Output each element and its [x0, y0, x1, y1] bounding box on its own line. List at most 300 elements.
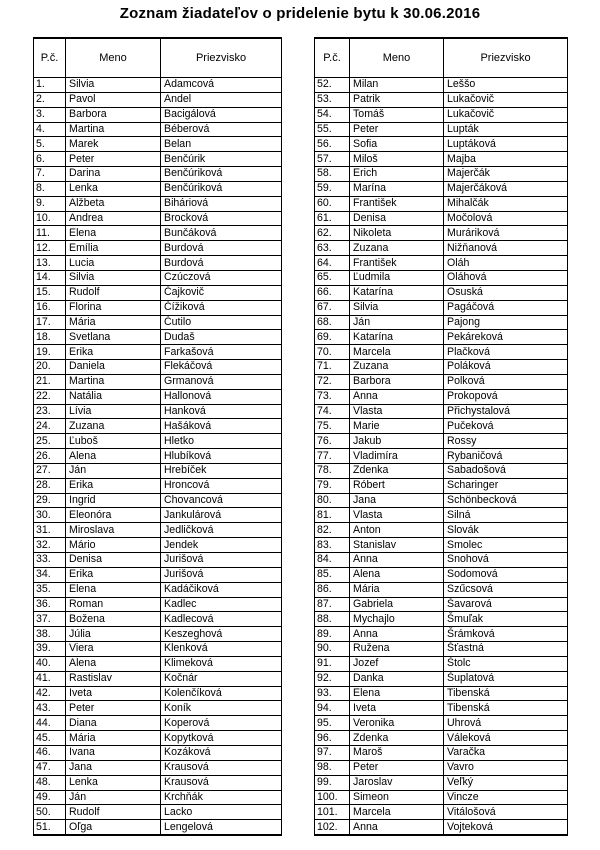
surname-cell: Močolová	[444, 211, 568, 226]
first-name-cell: Lenka	[66, 775, 161, 790]
table-row	[34, 374, 282, 389]
table-row	[315, 256, 568, 271]
surname-cell: Jurišová	[161, 553, 282, 568]
first-name-cell: Silvia	[350, 300, 444, 315]
table-row	[34, 360, 282, 375]
surname-cell: Varačka	[444, 745, 568, 760]
first-name-cell: Anna	[350, 627, 444, 642]
table-row	[34, 404, 282, 419]
surname-cell: Schönbecková	[444, 493, 568, 508]
surname-cell: Váleková	[444, 731, 568, 746]
first-name-cell: Mária	[66, 315, 161, 330]
surname-cell: Koník	[161, 701, 282, 716]
row-number: 4.	[34, 122, 66, 137]
first-name-cell: Simeon	[350, 790, 444, 805]
first-name-cell: Katarína	[350, 285, 444, 300]
row-number: 7.	[34, 167, 66, 182]
surname-cell: Keszeghová	[161, 627, 282, 642]
row-number: 68.	[315, 315, 350, 330]
first-name-cell: Alena	[66, 656, 161, 671]
first-name-cell: Erika	[66, 567, 161, 582]
surname-cell: Kadáčiková	[161, 582, 282, 597]
table-header-row	[34, 38, 282, 78]
table-row	[34, 478, 282, 493]
first-name-cell: Anna	[350, 553, 444, 568]
row-number: 51.	[34, 820, 66, 835]
first-name-cell: Vlasta	[350, 508, 444, 523]
row-number: 8.	[34, 181, 66, 196]
table-row	[315, 196, 568, 211]
first-name-cell: Darina	[66, 167, 161, 182]
table-row	[315, 493, 568, 508]
table-row	[34, 671, 282, 686]
row-number: 25.	[34, 434, 66, 449]
first-name-cell: Miloš	[350, 152, 444, 167]
table-row	[315, 181, 568, 196]
surname-cell: Šavarová	[444, 597, 568, 612]
row-number: 23.	[34, 404, 66, 419]
first-name-cell: Mário	[66, 538, 161, 553]
first-name-cell: Martina	[66, 374, 161, 389]
first-name-cell: Nikoleta	[350, 226, 444, 241]
table-row	[315, 627, 568, 642]
first-name-cell: Erika	[66, 478, 161, 493]
first-name-cell: František	[350, 196, 444, 211]
first-name-cell: Elena	[350, 686, 444, 701]
row-number: 85.	[315, 567, 350, 582]
first-name-cell: Sofia	[350, 137, 444, 152]
first-name-cell: Martina	[66, 122, 161, 137]
first-name-cell: Zuzana	[350, 241, 444, 256]
row-number: 40.	[34, 656, 66, 671]
surname-cell: Čajkovič	[161, 285, 282, 300]
table-row	[34, 434, 282, 449]
surname-cell: Krausová	[161, 775, 282, 790]
row-number: 21.	[34, 374, 66, 389]
table-row	[315, 270, 568, 285]
surname-cell: Hanková	[161, 404, 282, 419]
row-number: 6.	[34, 152, 66, 167]
table-row	[34, 92, 282, 107]
surname-cell: Béberová	[161, 122, 282, 137]
row-number: 53.	[315, 92, 350, 107]
surname-cell: Veľký	[444, 775, 568, 790]
table-row	[34, 790, 282, 805]
row-number: 42.	[34, 686, 66, 701]
row-number: 64.	[315, 256, 350, 271]
first-name-cell: Marcela	[350, 345, 444, 360]
surname-cell: Nižňanová	[444, 241, 568, 256]
surname-cell: Silná	[444, 508, 568, 523]
table-row	[315, 300, 568, 315]
surname-cell: Mihalčák	[444, 196, 568, 211]
surname-cell: Dudaš	[161, 330, 282, 345]
row-number: 17.	[34, 315, 66, 330]
first-name-cell: Tomáš	[350, 107, 444, 122]
row-number: 93.	[315, 686, 350, 701]
first-name-cell: Peter	[66, 701, 161, 716]
first-name-cell: Jana	[350, 493, 444, 508]
surname-cell: Hlubíková	[161, 449, 282, 464]
surname-cell: Plačková	[444, 345, 568, 360]
surname-cell: Oláhová	[444, 270, 568, 285]
surname-cell: Polková	[444, 374, 568, 389]
surname-cell: Chovancová	[161, 493, 282, 508]
first-name-cell: Alžbeta	[66, 196, 161, 211]
first-name-cell: Vladimíra	[350, 449, 444, 464]
table-row	[315, 167, 568, 182]
surname-cell: Scharinger	[444, 478, 568, 493]
row-number: 100.	[315, 790, 350, 805]
table-row	[315, 137, 568, 152]
table-row	[34, 300, 282, 315]
row-number: 96.	[315, 731, 350, 746]
surname-cell: Grmanová	[161, 374, 282, 389]
first-name-cell: Lívia	[66, 404, 161, 419]
row-number: 90.	[315, 642, 350, 657]
surname-cell: Biháriová	[161, 196, 282, 211]
row-number: 54.	[315, 107, 350, 122]
first-name-cell: Marína	[350, 181, 444, 196]
table-row	[34, 330, 282, 345]
row-number: 59.	[315, 181, 350, 196]
row-number: 62.	[315, 226, 350, 241]
surname-cell: Lukačovič	[444, 107, 568, 122]
surname-cell: Burdová	[161, 241, 282, 256]
table-row	[34, 419, 282, 434]
row-number: 16.	[34, 300, 66, 315]
row-number: 41.	[34, 671, 66, 686]
row-number: 48.	[34, 775, 66, 790]
first-name-cell: Jakub	[350, 434, 444, 449]
first-name-cell: Emília	[66, 241, 161, 256]
first-name-cell: Diana	[66, 716, 161, 731]
surname-cell: Hroncová	[161, 478, 282, 493]
table-row	[315, 671, 568, 686]
surname-cell: Adamcová	[161, 78, 282, 93]
row-number: 3.	[34, 107, 66, 122]
table-row	[34, 582, 282, 597]
row-number: 44.	[34, 716, 66, 731]
first-name-cell: Erika	[66, 345, 161, 360]
row-number: 56.	[315, 137, 350, 152]
first-name-cell: Iveta	[66, 686, 161, 701]
row-number: 82.	[315, 523, 350, 538]
first-name-cell: Marie	[350, 419, 444, 434]
first-name-cell: Ján	[350, 315, 444, 330]
surname-cell: Szűcsová	[444, 582, 568, 597]
table-row	[315, 285, 568, 300]
first-name-cell: Danka	[350, 671, 444, 686]
surname-cell: Osuská	[444, 285, 568, 300]
surname-cell: Kočnár	[161, 671, 282, 686]
first-name-cell: Ivana	[66, 745, 161, 760]
table-row	[315, 775, 568, 790]
row-number: 92.	[315, 671, 350, 686]
row-number: 32.	[34, 538, 66, 553]
surname-cell: Šmuľak	[444, 612, 568, 627]
row-number: 75.	[315, 419, 350, 434]
row-number: 49.	[34, 790, 66, 805]
header-first-name: Meno	[350, 38, 444, 78]
surname-cell: Snohová	[444, 553, 568, 568]
table-row	[34, 760, 282, 775]
first-name-cell: Alena	[350, 567, 444, 582]
first-name-cell: Ružena	[350, 642, 444, 657]
row-number: 70.	[315, 345, 350, 360]
surname-cell: Jankulárová	[161, 508, 282, 523]
table-row	[315, 374, 568, 389]
table-row	[315, 597, 568, 612]
surname-cell: Pučeková	[444, 419, 568, 434]
surname-cell: Kozáková	[161, 745, 282, 760]
surname-cell: Kolenčíková	[161, 686, 282, 701]
document-title: Zoznam žiadateľov o pridelenie bytu k 30.06.2016	[119, 5, 481, 22]
table-row	[34, 137, 282, 152]
table-row	[315, 226, 568, 241]
first-name-cell: Zuzana	[350, 360, 444, 375]
first-name-cell: Oľga	[66, 820, 161, 835]
first-name-cell: Elena	[66, 226, 161, 241]
table-row	[34, 553, 282, 568]
applicants-table-left	[33, 37, 282, 836]
table-row	[34, 701, 282, 716]
row-number: 83.	[315, 538, 350, 553]
table-row	[34, 315, 282, 330]
first-name-cell: Anna	[350, 820, 444, 835]
row-number: 60.	[315, 196, 350, 211]
row-number: 43.	[34, 701, 66, 716]
table-row	[34, 642, 282, 657]
table-row	[315, 805, 568, 820]
table-row	[315, 508, 568, 523]
row-number: 1.	[34, 78, 66, 93]
row-number: 52.	[315, 78, 350, 93]
first-name-cell: Jana	[66, 760, 161, 775]
surname-cell: Benčúriková	[161, 181, 282, 196]
surname-cell: Oláh	[444, 256, 568, 271]
surname-cell: Kadlec	[161, 597, 282, 612]
row-number: 20.	[34, 360, 66, 375]
table-row	[315, 122, 568, 137]
first-name-cell: Zuzana	[66, 419, 161, 434]
surname-cell: Lacko	[161, 805, 282, 820]
table-row	[34, 389, 282, 404]
row-number: 81.	[315, 508, 350, 523]
surname-cell: Rossy	[444, 434, 568, 449]
row-number: 55.	[315, 122, 350, 137]
surname-cell: Hletko	[161, 434, 282, 449]
row-number: 33.	[34, 553, 66, 568]
row-number: 72.	[315, 374, 350, 389]
surname-cell: Benčúriková	[161, 167, 282, 182]
row-number: 98.	[315, 760, 350, 775]
table-row	[315, 656, 568, 671]
table-row	[315, 686, 568, 701]
surname-cell: Jurišová	[161, 567, 282, 582]
table-row	[315, 760, 568, 775]
first-name-cell: Stanislav	[350, 538, 444, 553]
table-row	[315, 360, 568, 375]
table-row	[315, 790, 568, 805]
table-row	[315, 523, 568, 538]
first-name-cell: Jaroslav	[350, 775, 444, 790]
table-row	[315, 612, 568, 627]
first-name-cell: Mária	[66, 731, 161, 746]
surname-cell: Hallonová	[161, 389, 282, 404]
first-name-cell: Anna	[350, 389, 444, 404]
table-row	[315, 567, 568, 582]
row-number: 9.	[34, 196, 66, 211]
row-number: 38.	[34, 627, 66, 642]
first-name-cell: Ľudmila	[350, 270, 444, 285]
first-name-cell: Rastislav	[66, 671, 161, 686]
row-number: 89.	[315, 627, 350, 642]
first-name-cell: Marcela	[350, 805, 444, 820]
surname-cell: Hrebíček	[161, 463, 282, 478]
table-row	[34, 597, 282, 612]
surname-cell: Belan	[161, 137, 282, 152]
table-row	[34, 78, 282, 93]
table-row	[34, 181, 282, 196]
table-row	[315, 434, 568, 449]
row-number: 78.	[315, 463, 350, 478]
surname-cell: Leššo	[444, 78, 568, 93]
table-row	[34, 820, 282, 835]
first-name-cell: Peter	[350, 122, 444, 137]
first-name-cell: Svetlana	[66, 330, 161, 345]
row-number: 63.	[315, 241, 350, 256]
surname-cell: Jendek	[161, 538, 282, 553]
surname-cell: Slovák	[444, 523, 568, 538]
first-name-cell: Natália	[66, 389, 161, 404]
surname-cell: Prokopová	[444, 389, 568, 404]
surname-cell: Krchňák	[161, 790, 282, 805]
first-name-cell: Pavol	[66, 92, 161, 107]
surname-cell: Klenková	[161, 642, 282, 657]
row-number: 74.	[315, 404, 350, 419]
surname-cell: Klimeková	[161, 656, 282, 671]
table-row	[315, 820, 568, 835]
surname-cell: Muráriková	[444, 226, 568, 241]
table-row	[315, 701, 568, 716]
surname-cell: Kopytková	[161, 731, 282, 746]
first-name-cell: Milan	[350, 78, 444, 93]
surname-cell: Pajong	[444, 315, 568, 330]
first-name-cell: Katarína	[350, 330, 444, 345]
surname-cell: Brocková	[161, 211, 282, 226]
first-name-cell: Daniela	[66, 360, 161, 375]
surname-cell: Kadlecová	[161, 612, 282, 627]
first-name-cell: Barbora	[66, 107, 161, 122]
first-name-cell: Gabriela	[350, 597, 444, 612]
surname-cell: Krausová	[161, 760, 282, 775]
table-row	[34, 211, 282, 226]
table-row	[34, 731, 282, 746]
first-name-cell: Anton	[350, 523, 444, 538]
table-row	[315, 449, 568, 464]
table-row	[315, 716, 568, 731]
first-name-cell: Rudolf	[66, 285, 161, 300]
row-number: 46.	[34, 745, 66, 760]
surname-cell: Luptáková	[444, 137, 568, 152]
row-number: 12.	[34, 241, 66, 256]
first-name-cell: Barbora	[350, 374, 444, 389]
table-row	[34, 508, 282, 523]
surname-cell: Smolec	[444, 538, 568, 553]
row-number: 27.	[34, 463, 66, 478]
surname-cell: Přichystalová	[444, 404, 568, 419]
table-row	[34, 167, 282, 182]
table-row	[34, 612, 282, 627]
surname-cell: Bacigálová	[161, 107, 282, 122]
table-row	[34, 805, 282, 820]
surname-cell: Czúczová	[161, 270, 282, 285]
first-name-cell: Jozef	[350, 656, 444, 671]
table-row	[315, 78, 568, 93]
table-row	[34, 775, 282, 790]
first-name-cell: Marek	[66, 137, 161, 152]
header-number: P.č.	[315, 38, 350, 78]
row-number: 76.	[315, 434, 350, 449]
surname-cell: Vincze	[444, 790, 568, 805]
row-number: 88.	[315, 612, 350, 627]
first-name-cell: Vlasta	[350, 404, 444, 419]
table-row	[34, 716, 282, 731]
table-row	[315, 389, 568, 404]
table-row	[34, 345, 282, 360]
first-name-cell: Božena	[66, 612, 161, 627]
applicants-table-right	[314, 37, 568, 836]
row-number: 66.	[315, 285, 350, 300]
table-row	[315, 330, 568, 345]
row-number: 69.	[315, 330, 350, 345]
table-row	[315, 478, 568, 493]
table-row	[34, 463, 282, 478]
table-row	[315, 92, 568, 107]
surname-cell: Pagáčová	[444, 300, 568, 315]
surname-cell: Čutilo	[161, 315, 282, 330]
first-name-cell: Veronika	[350, 716, 444, 731]
surname-cell: Bunčáková	[161, 226, 282, 241]
table-header-row	[315, 38, 568, 78]
surname-cell: Vavro	[444, 760, 568, 775]
first-name-cell: Erich	[350, 167, 444, 182]
surname-cell: Štolc	[444, 656, 568, 671]
table-row	[34, 107, 282, 122]
first-name-cell: Florina	[66, 300, 161, 315]
row-number: 35.	[34, 582, 66, 597]
first-name-cell: Mychajlo	[350, 612, 444, 627]
row-number: 18.	[34, 330, 66, 345]
table-row	[34, 270, 282, 285]
surname-cell: Lupták	[444, 122, 568, 137]
first-name-cell: Eleonóra	[66, 508, 161, 523]
first-name-cell: Peter	[66, 152, 161, 167]
row-number: 2.	[34, 92, 66, 107]
table-row	[34, 285, 282, 300]
table-row	[315, 731, 568, 746]
table-row	[34, 567, 282, 582]
row-number: 29.	[34, 493, 66, 508]
row-number: 57.	[315, 152, 350, 167]
first-name-cell: Elena	[66, 582, 161, 597]
surname-cell: Pekáreková	[444, 330, 568, 345]
first-name-cell: Júlia	[66, 627, 161, 642]
table-row	[34, 241, 282, 256]
first-name-cell: Patrik	[350, 92, 444, 107]
first-name-cell: Andrea	[66, 211, 161, 226]
